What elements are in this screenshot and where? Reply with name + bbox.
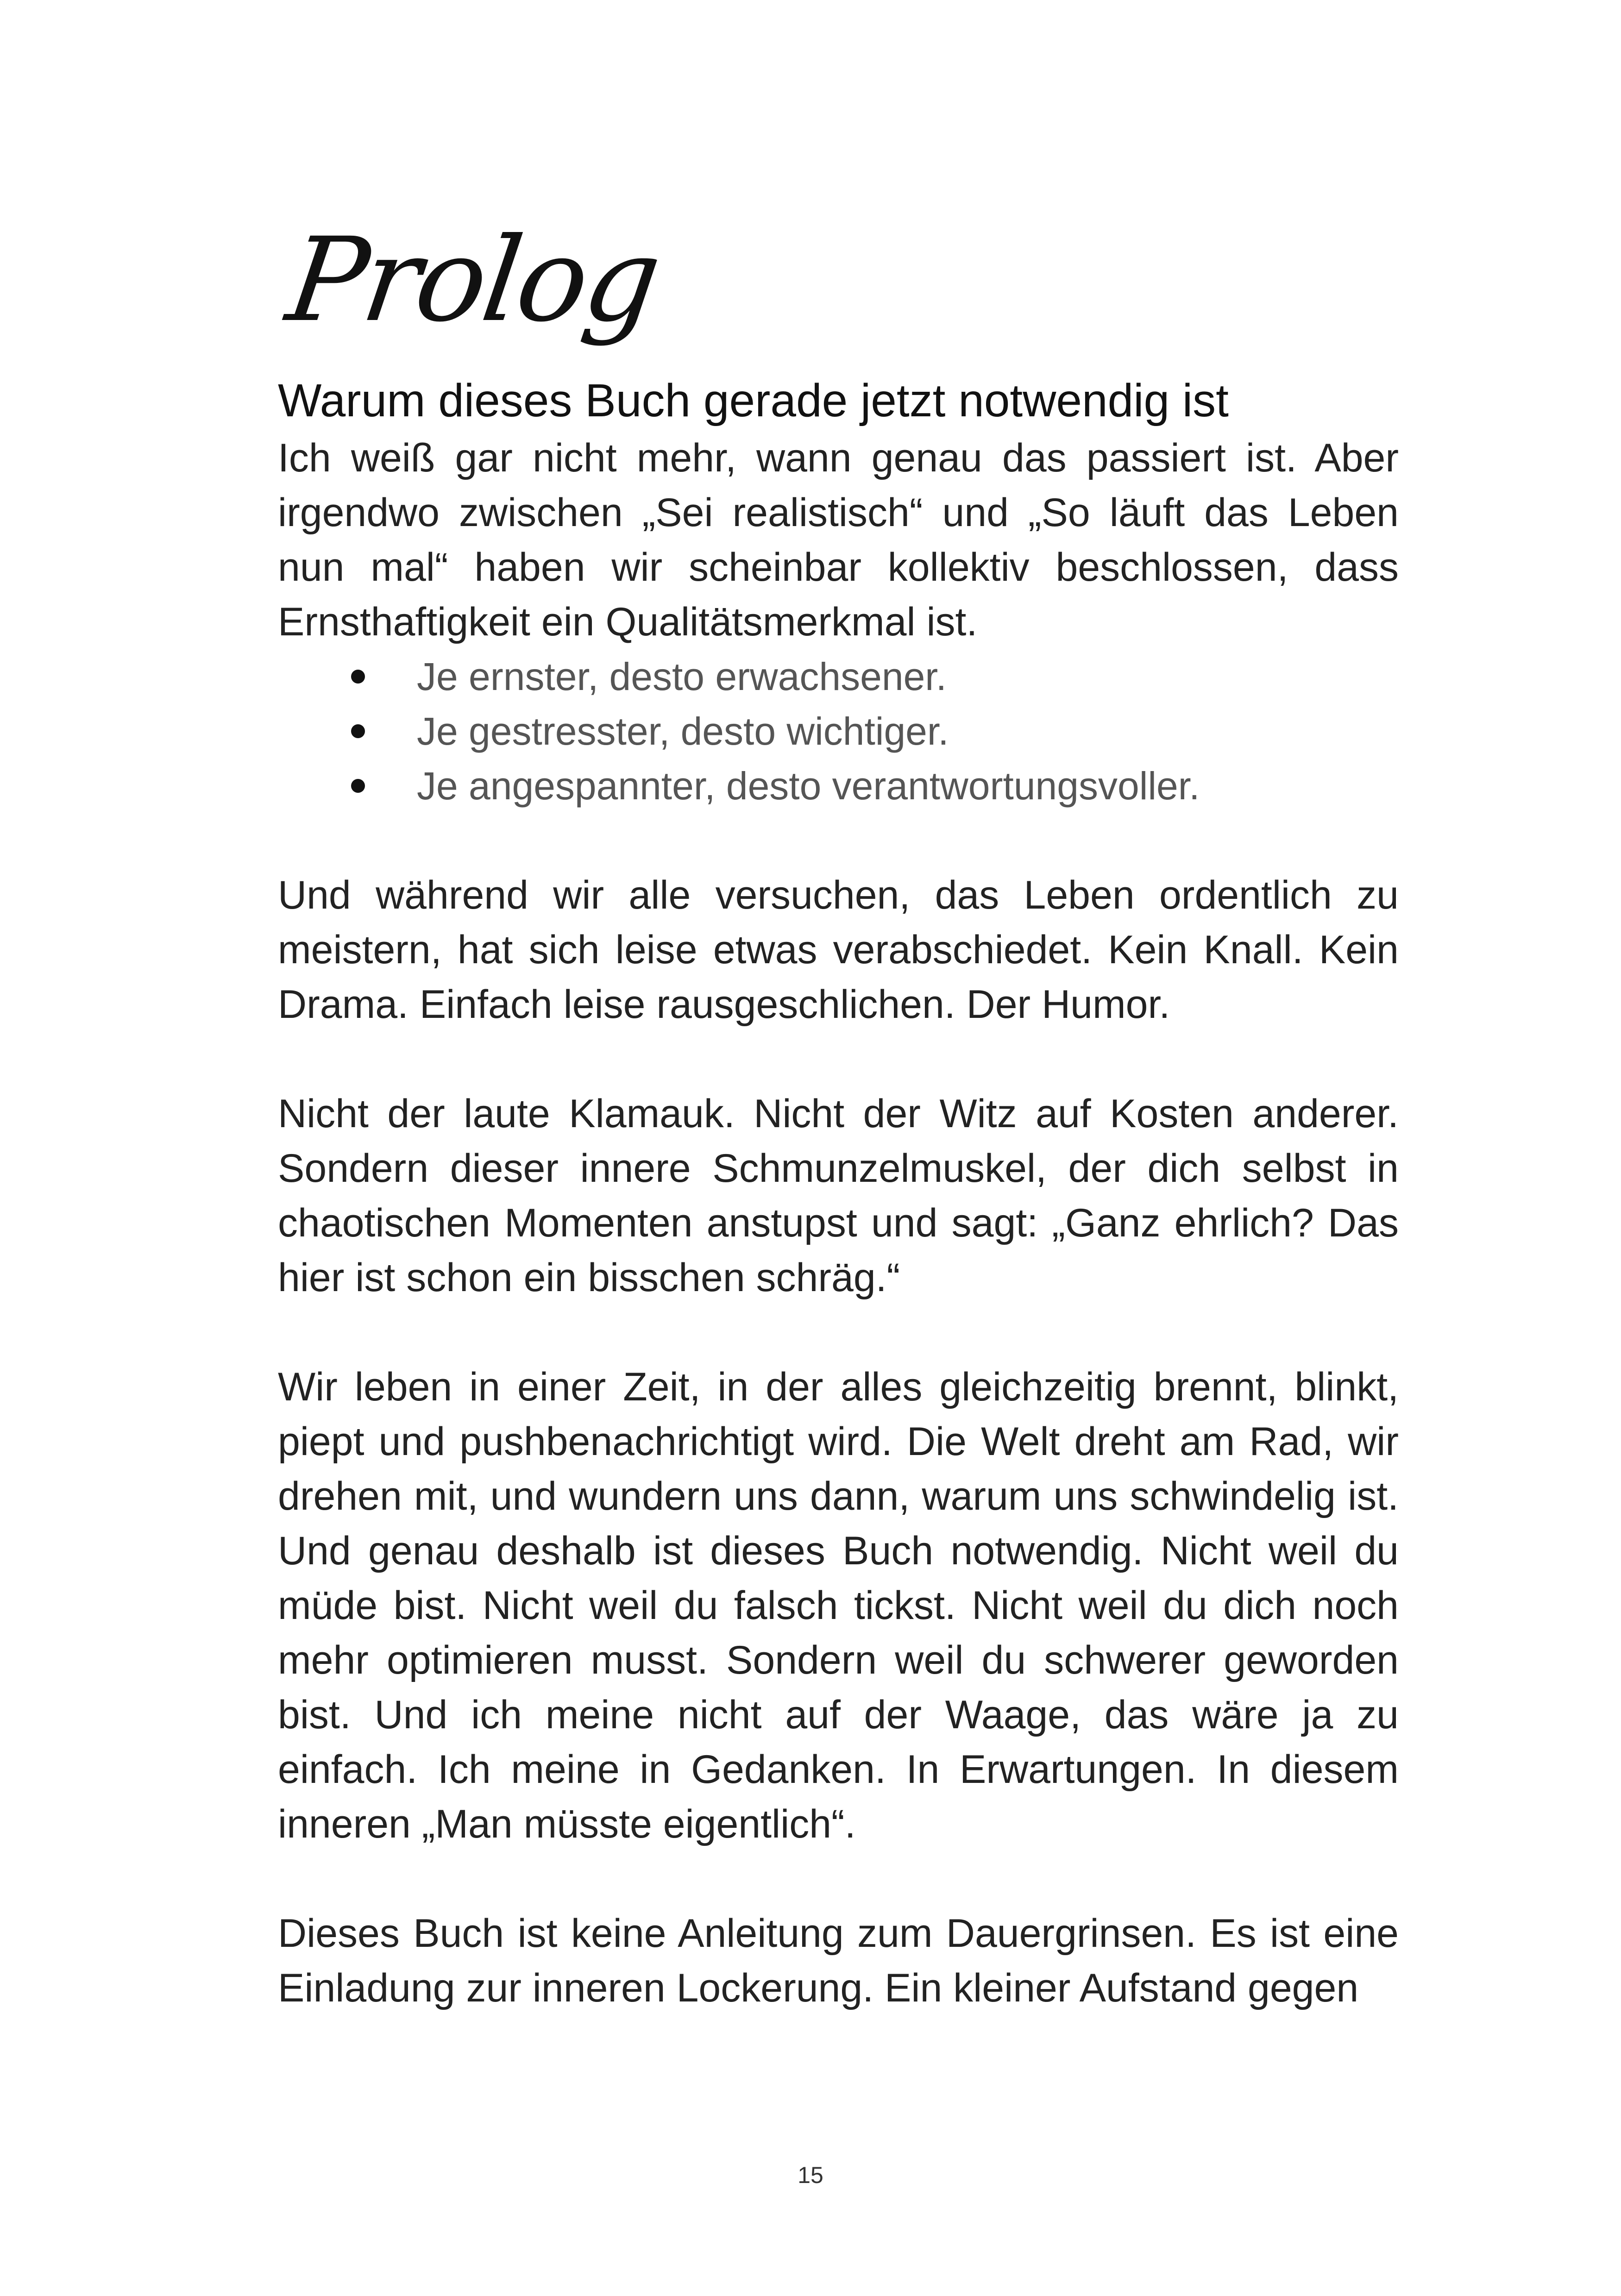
bullet-dot-icon [351,724,365,738]
bullet-item [278,649,1399,704]
page-number: 15 [798,2162,823,2188]
bullet-dot-icon [351,779,365,793]
bullet-text: Je gestresster, desto wichtiger. [417,709,949,753]
bullet-text: Je angespannter, desto verantwortungsvoller. [417,764,1200,808]
paragraph-gap [278,1305,1399,1360]
body-paragraph: Wir leben in einer Zeit, in der alles gleichzeitig brennt, blinkt, piept und pushbenachrichtigt wird. Die Welt dreht am Rad, wir drehen mit, und wundern uns dann, warum uns schwindelig ist. Und genau deshalb ist dieses Buch notwendig. Nicht weil du müde bist. Nicht weil du falsch tickst. Nicht weil du dich noch mehr optimieren musst. Sondern weil du schwerer geworden bist. Und ich meine nicht auf der Waage, das wäre ja zu einfach. Ich meine in Gedanken. In Erwartungen. In diesem inneren „Man müsste eigentlich“. [278,1365,1399,1846]
body-paragraph: Dieses Buch ist keine Anleitung zum Dauergrinsen. Es ist eine Einladung zur inneren Lockerung. Ein kleiner Aufstand gegen [278,1911,1399,2010]
chapter-title: Prolog [280,213,666,347]
intro-paragraph: Ich weiß gar nicht mehr, wann genau das passiert ist. Aber irgendwo zwischen „Sei realistisch“ und „So läuft das Leben nun mal“ haben wir scheinbar kollektiv beschlossen, dass Ernsthaftigkeit ein Qualitätsmerkmal ist. [278,436,1399,644]
body-paragraph: Und während wir alle versuchen, das Leben ordentlich zu meistern, hat sich leise etwas verabschiedet. Kein Knall. Kein Drama. Einfach leise rausgeschlichen. Der Humor. [278,873,1399,1027]
chapter-subtitle: Warum dieses Buch gerade jetzt notwendig ist [278,375,1229,427]
body-paragraph: Nicht der laute Klamauk. Nicht der Witz auf Kosten anderer. Sondern dieser innere Schmunzelmuskel, der dich selbst in chaotischen Momenten anstupst und sagt: „Ganz ehrlich? Das hier ist schon ein bisschen schräg.“ [278,1092,1399,1300]
bullet-item [278,759,1399,813]
paragraph-gap [278,813,1399,868]
paragraph-gap [278,1851,1399,1906]
bullet-item [278,704,1399,759]
page-content [278,213,1399,2015]
bullet-list [278,649,1399,813]
paragraph-gap [278,1032,1399,1086]
bullet-dot-icon [351,670,365,684]
bullet-text: Je ernster, desto erwachsener. [417,655,947,698]
